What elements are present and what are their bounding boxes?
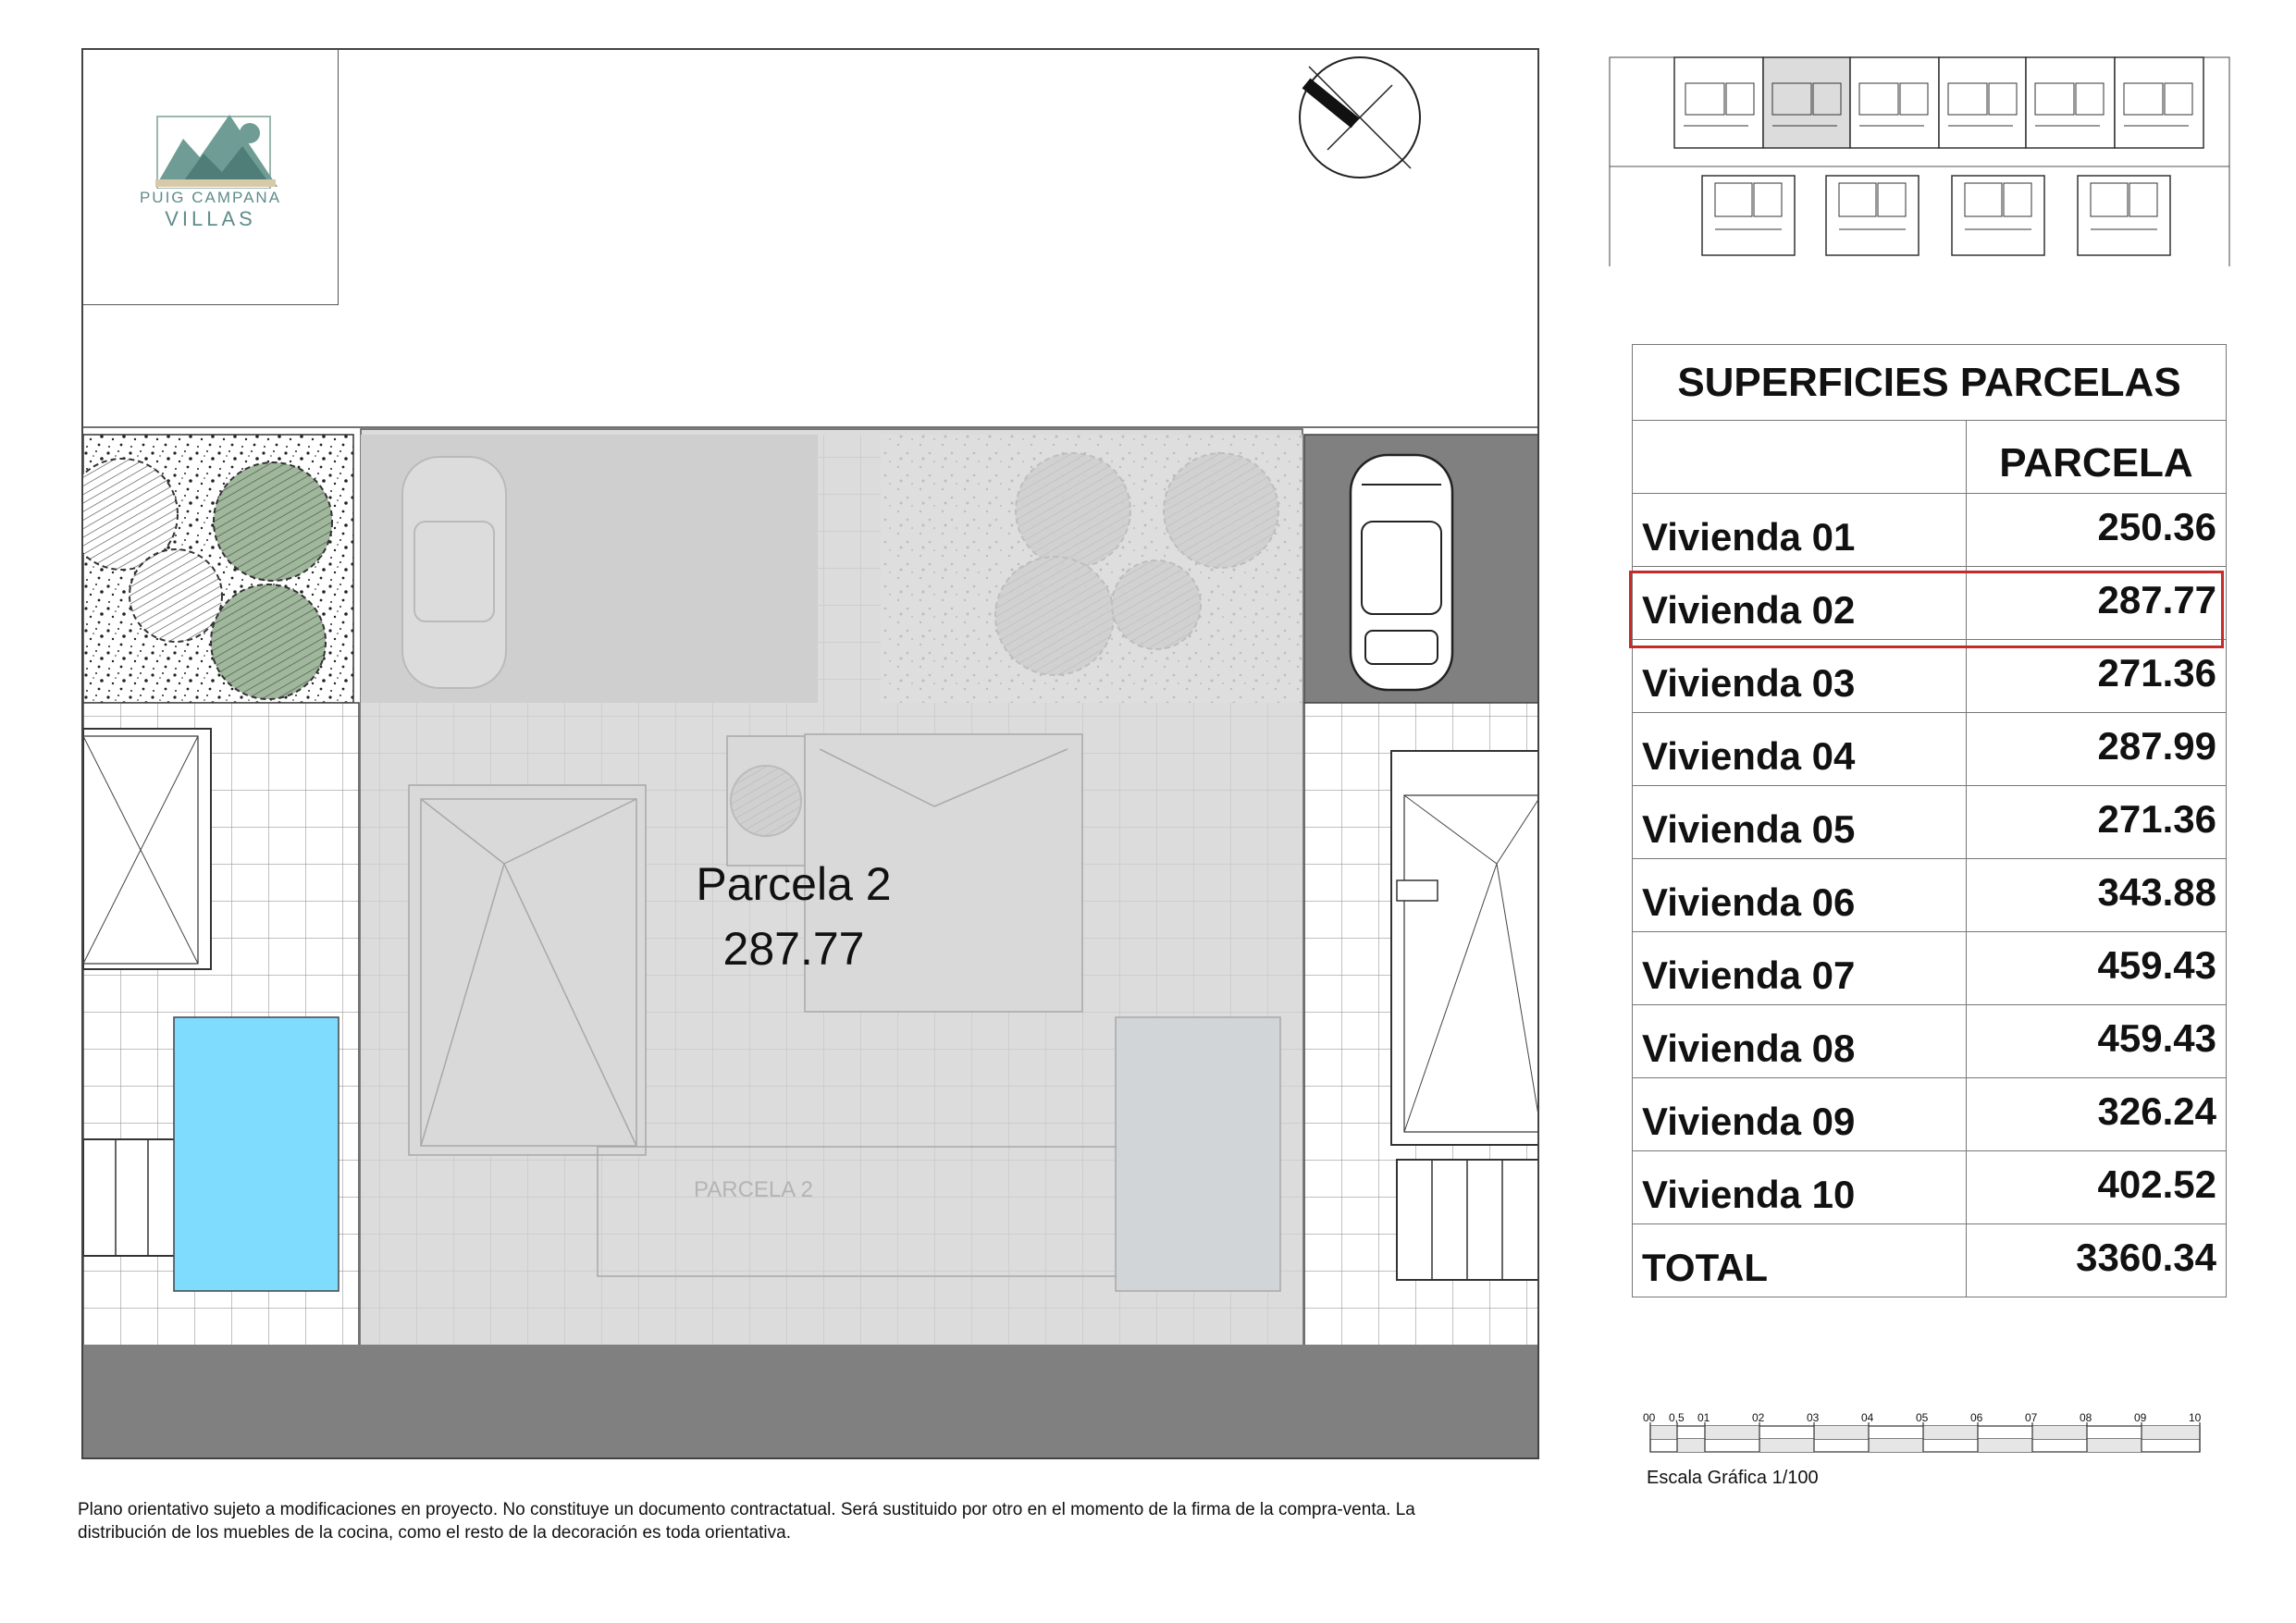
- plot-area: 287.77: [722, 923, 865, 975]
- scale-segment: [1869, 1439, 1923, 1452]
- row-value: 459.43: [1967, 932, 2227, 1005]
- logo-box: [83, 50, 339, 305]
- row-name: Vivienda 05: [1633, 786, 1967, 859]
- scale-caption: Escala Gráfica 1/100: [1647, 1468, 1819, 1488]
- column-header-parcela: PARCELA: [1967, 421, 2227, 494]
- scale-tick-label: 08: [2080, 1411, 2092, 1424]
- table-row: [1633, 1151, 2227, 1224]
- logo-line-2: VILLAS: [165, 207, 256, 230]
- pool: [174, 1017, 339, 1291]
- scale-bar: [1645, 1406, 2218, 1470]
- row-name: Vivienda 08: [1633, 1005, 1967, 1078]
- car-icon: [1351, 455, 1452, 690]
- logo-line-1: PUIG CAMPANA: [139, 189, 282, 206]
- row-value: 287.99: [1967, 713, 2227, 786]
- mountain-logo-icon: [83, 50, 339, 189]
- scale-tick-label: 0,5: [1669, 1411, 1685, 1424]
- table-row: [1633, 1005, 2227, 1078]
- surfaces-table: [1632, 344, 2227, 1297]
- scale-segment: [1978, 1439, 2032, 1452]
- north-arrow-icon: [1300, 57, 1420, 178]
- scale-segment: [2032, 1426, 2087, 1439]
- disclaimer-line-2: distribución de los muebles de la cocina, como el resto de la decoración es toda orientativa.: [78, 1523, 791, 1543]
- row-value: 459.43: [1967, 1005, 2227, 1078]
- row-name: Vivienda 07: [1633, 932, 1967, 1005]
- scale-bar-graphic: [1645, 1406, 2218, 1470]
- scale-tick-label: 06: [1970, 1411, 1983, 1424]
- faint-plot-label: PARCELA 2: [694, 1177, 813, 1202]
- row-name: Vivienda 10: [1633, 1151, 1967, 1224]
- table-title: SUPERFICIES PARCELAS: [1633, 345, 2227, 421]
- scale-tick-label: 04: [1861, 1411, 1874, 1424]
- table-total-row: [1633, 1224, 2227, 1297]
- table-title-row: [1633, 345, 2227, 421]
- row-value: 402.52: [1967, 1151, 2227, 1224]
- row-value: 271.36: [1967, 640, 2227, 713]
- row-name: Vivienda 09: [1633, 1078, 1967, 1151]
- disclaimer-note: [78, 1498, 1558, 1544]
- table-row: [1633, 494, 2227, 567]
- row-value: 326.24: [1967, 1078, 2227, 1151]
- scale-segment: [1705, 1426, 1759, 1439]
- table-row: [1633, 859, 2227, 932]
- scale-tick-label: 09: [2134, 1411, 2147, 1424]
- scale-segment: [1677, 1439, 1705, 1452]
- table-header-empty: [1633, 421, 1967, 494]
- scale-tick-label: 00: [1643, 1411, 1656, 1424]
- row-value: 250.36: [1967, 494, 2227, 567]
- scale-tick-label: 03: [1807, 1411, 1820, 1424]
- row-name: Vivienda 01: [1633, 494, 1967, 567]
- scale-segment: [2142, 1426, 2200, 1439]
- plot-label: Parcela 2: [696, 858, 892, 910]
- row-value: 343.88: [1967, 859, 2227, 932]
- table-row: [1633, 932, 2227, 1005]
- scale-tick-label: 02: [1752, 1411, 1765, 1424]
- car-icon: [402, 457, 506, 688]
- table-row: [1633, 786, 2227, 859]
- table-row: [1633, 1078, 2227, 1151]
- row-name: Vivienda 04: [1633, 713, 1967, 786]
- total-value: 3360.34: [1967, 1224, 2227, 1297]
- row-name: Vivienda 03: [1633, 640, 1967, 713]
- scale-tick-label: 07: [2025, 1411, 2038, 1424]
- site-key-plan: [1600, 44, 2248, 266]
- disclaimer-line-1: Plano orientativo sujeto a modificaciones en proyecto. No constituye un documento contractatual. Será sustituido por otro en el momento de la firma de la compra-venta. La: [78, 1500, 1415, 1519]
- row-value: 271.36: [1967, 786, 2227, 859]
- scale-tick-label: 01: [1697, 1411, 1710, 1424]
- table-row: [1633, 640, 2227, 713]
- scale-segment: [1759, 1439, 1814, 1452]
- scale-segment: [1814, 1426, 1869, 1439]
- floor-plan: [81, 48, 1539, 1459]
- scale-segment: [1650, 1426, 1677, 1439]
- table-header-row: [1633, 421, 2227, 494]
- scale-tick-label: 10: [2189, 1411, 2202, 1424]
- table-row: [1633, 713, 2227, 786]
- row-name: Vivienda 02: [1633, 567, 1967, 640]
- row-value: 287.77: [1967, 567, 2227, 640]
- scale-tick-label: 05: [1916, 1411, 1929, 1424]
- row-name: Vivienda 06: [1633, 859, 1967, 932]
- table-row: [1633, 567, 2227, 640]
- scale-segment: [2087, 1439, 2142, 1452]
- total-label: TOTAL: [1633, 1224, 1967, 1297]
- scale-segment: [1923, 1426, 1978, 1439]
